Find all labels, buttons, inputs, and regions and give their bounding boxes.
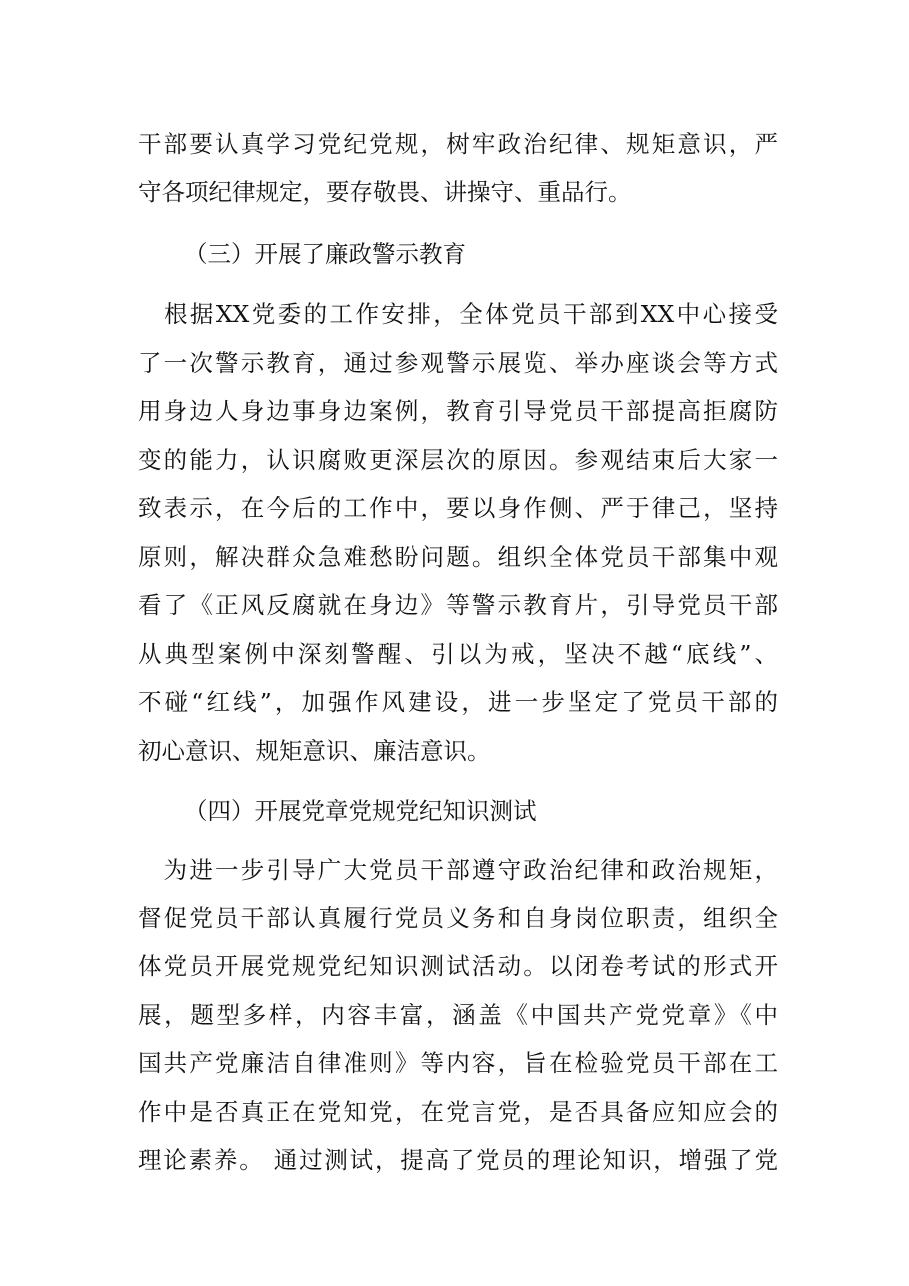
paragraph-line: 致表示，在今后的工作中，要以身作侧、严于律己，坚持 [138, 494, 778, 522]
paragraph-line: 从典型案例中深刻警醒、引以为戒，坚决不越“底线”、 [138, 640, 778, 668]
paragraph-line: 看了《正风反腐就在身边》等警示教育片，引导党员干部 [138, 591, 778, 619]
paragraph-line: 初心意识、规矩意识、廉洁意识。 [138, 737, 491, 765]
paragraph-line: 督促党员干部认真履行党员义务和自身岗位职责，组织全 [138, 904, 778, 932]
paragraph-line: 为进一步引导广大党员干部遵守政治纪律和政治规矩， [138, 856, 778, 884]
paragraph-line: 干部要认真学习党纪党规，树牢政治纪律、规矩意识，严 [138, 130, 778, 158]
paragraph-line: 了一次警示教育，通过参观警示展览、举办座谈会等方式 [138, 349, 778, 377]
paragraph-line: 体党员开展党规党纪知识测试活动。以闭卷考试的形式开 [138, 952, 778, 980]
paragraph-line: 根据XX党委的工作安排，全体党员干部到XX中心接受 [138, 300, 778, 328]
paragraph-line: 变的能力，认识腐败更深层次的原因。参观结束后大家一 [138, 446, 778, 474]
paragraph-line: 不碰“红线”，加强作风建设，进一步坚定了党员干部的 [138, 688, 778, 716]
section-heading-3: （三）开展了廉政警示教育 [184, 240, 466, 268]
paragraph-line: 国共产党廉洁自律准则》等内容，旨在检验党员干部在工 [138, 1049, 778, 1077]
paragraph-line: 原则，解决群众急难愁盼问题。组织全体党员干部集中观 [138, 543, 778, 571]
paragraph-line: 守各项纪律规定，要存敬畏、讲操守、重品行。 [138, 178, 632, 206]
paragraph-line: 作中是否真正在党知党，在党言党，是否具备应知应会的 [138, 1098, 778, 1126]
section-heading-4: （四）开展党章党规党纪知识测试 [184, 797, 537, 825]
paragraph-line: 理论素养。 通过测试，提高了党员的理论知识，增强了党 [138, 1146, 778, 1174]
paragraph-line: 用身边人身边事身边案例，教育引导党员干部提高拒腐防 [138, 397, 778, 425]
paragraph-line: 展，题型多样，内容丰富，涵盖《中国共产党党章》《中 [138, 1001, 778, 1029]
